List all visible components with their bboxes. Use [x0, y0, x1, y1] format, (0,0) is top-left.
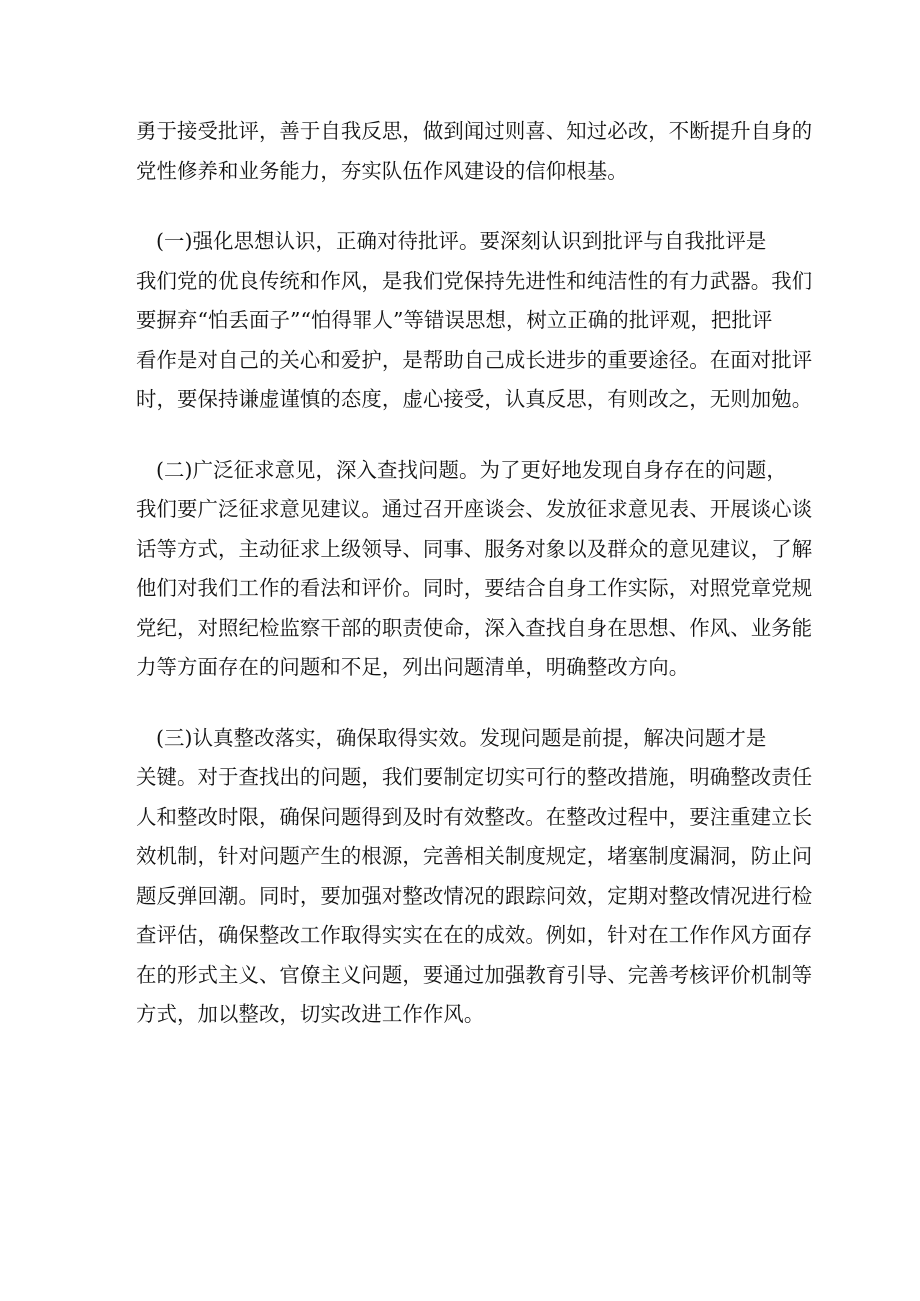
paragraph-section-2 — [136, 451, 813, 688]
text-line: (三)认真整改落实，确保取得实效。发现问题是前提，解决问题才是 — [156, 725, 767, 750]
text-line: 在的形式主义、官僚主义问题，要通过加强教育引导、完善考核评价机制等 — [136, 962, 813, 987]
text-line: 效机制，针对问题产生的根源，完善相关制度规定，堵塞制度漏洞，防止问 — [136, 844, 813, 868]
text-line: 话等方式，主动征求上级领导、同事、服务对象以及群众的意见建议，了解 — [136, 536, 813, 561]
text-line: 我们要广泛征求意见建议。通过召开座谈会、发放征求意见表、开展谈心谈 — [136, 497, 813, 521]
text-line: 勇于接受批评，善于自我反思，做到闻过则喜、知过必改，不断提升自身的 — [136, 119, 813, 143]
text-line: 力等方面存在的问题和不足，列出问题清单，明确整改方向。 — [136, 655, 690, 679]
text-line: 他们对我们工作的看法和评价。同时，要结合自身工作实际，对照党章党规 — [136, 576, 813, 600]
paragraph-continuation — [136, 112, 813, 191]
text-line: 查评估，确保整改工作取得实实在在的成效。例如，针对在工作作风方面存 — [136, 923, 813, 947]
text-line: (一)强化思想认识，正确对待批评。要深刻认识到批评与自我批评是 — [156, 229, 767, 253]
text-line: 题反弹回潮。同时，要加强对整改情况的跟踪问效，定期对整改情况进行检 — [136, 883, 813, 908]
text-line: 要摒弃“怕丢面子”“怕得罪人”等错误思想，树立正确的批评观，把批评 — [136, 308, 773, 332]
text-line: 人和整改时限，确保问题得到及时有效整改。在整改过程中，要注重建立长 — [136, 804, 813, 829]
text-line: 党纪，对照纪检监察干部的职责使命，深入查找自身在思想、作风、业务能 — [136, 615, 813, 640]
text-line: 时，要保持谦虚谨慎的态度，虚心接受，认真反思，有则改之，无则加勉。 — [136, 387, 813, 411]
paragraph-section-1 — [136, 222, 813, 420]
text-line: 关键。对于查找出的问题，我们要制定切实可行的整改措施，明确整改责任 — [136, 765, 813, 789]
document-body — [136, 112, 813, 1035]
text-line: (二)广泛征求意见，深入查找问题。为了更好地发现自身存在的问题， — [156, 457, 787, 482]
text-line: 方式，加以整改，切实改进工作作风。 — [136, 1002, 485, 1026]
text-line: 党性修养和业务能力，夯实队伍作风建设的信仰根基。 — [136, 158, 628, 183]
paragraph-section-3 — [136, 719, 813, 1035]
text-line: 看作是对自己的关心和爱护，是帮助自己成长进步的重要途径。在面对批评 — [136, 347, 813, 372]
text-line: 我们党的优良传统和作风，是我们党保持先进性和纯洁性的有力武器。我们 — [136, 268, 813, 293]
